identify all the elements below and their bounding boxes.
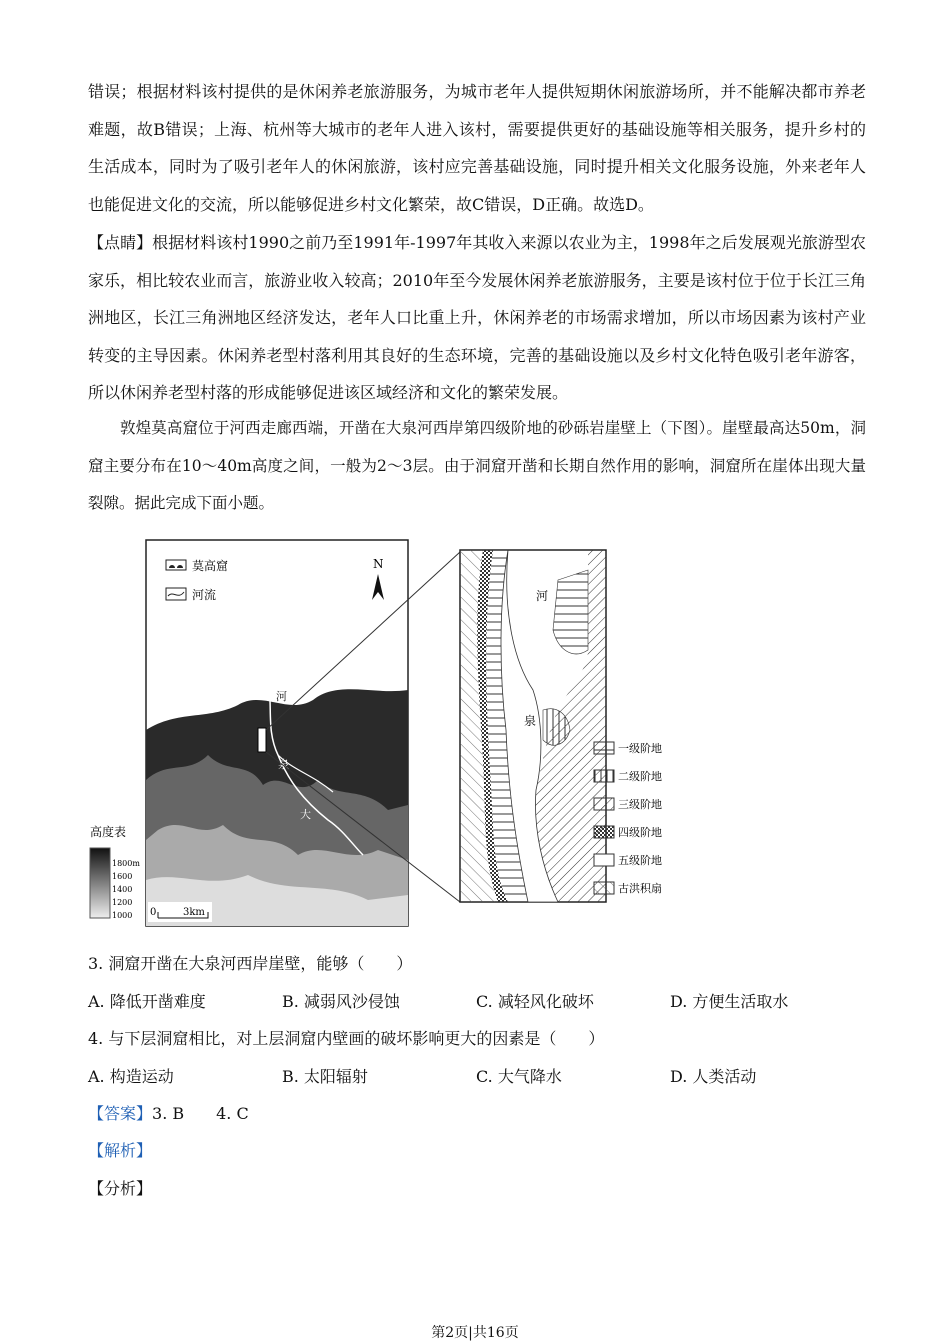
answer-text: 3. B 4. C <box>152 1104 249 1123</box>
q3-option-c: C. 减轻风化破坏 <box>476 992 594 1011</box>
height-tick: 1800m <box>112 859 140 868</box>
terrace-legend-item: 三级阶地 <box>618 798 662 811</box>
question-3: 3. 洞窟开凿在大泉河西岸崖壁，能够（ ） <box>88 954 413 973</box>
q4-option-b: B. 太阳辐射 <box>282 1067 368 1086</box>
river-char-da: 大 <box>300 808 311 821</box>
height-tick: 1000 <box>112 911 133 920</box>
page-footer: 第2页|共16页 <box>431 1325 519 1341</box>
q4-option-d: D. 人类活动 <box>670 1067 757 1086</box>
legend-mogao: 莫高窟 <box>192 559 229 573</box>
question-4: 4. 与下层洞窟相比，对上层洞窟内壁画的破坏影响更大的因素是（ ） <box>88 1029 605 1048</box>
height-title: 高度表 <box>90 825 127 839</box>
svg-text:N: N <box>373 557 384 571</box>
terrace-legend-item: 二级阶地 <box>618 770 662 783</box>
river-char-he: 河 <box>276 690 287 703</box>
terrace-legend-item: 五级阶地 <box>618 854 662 867</box>
answer-line <box>88 1101 249 1124</box>
scale-3km: 3km <box>183 907 205 918</box>
mogao-marker <box>258 728 266 752</box>
terrace-legend-item: 古洪积扇 <box>618 882 662 895</box>
fenxi-label: 【分析】 <box>88 1179 153 1198</box>
detail-char-he: 河 <box>536 589 549 603</box>
analysis-label: 【解析】 <box>88 1141 153 1160</box>
height-tick: 1600 <box>112 872 133 881</box>
answer-label: 【答案】 <box>88 1104 153 1123</box>
scale-zero: 0 <box>150 907 157 918</box>
detail-char-quan: 泉 <box>524 714 537 728</box>
terrace-legend-item: 四级阶地 <box>618 826 662 839</box>
paragraph-dianjing: 【点睛】根据材料该村1990之前乃至1991年-1997年其收入来源以农业为主，1998年之后发展观光旅游型农家乐，相比较农业而言，旅游业收入较高；2010年至今发展休闲养老旅游服务，主要是该村位于位于长江三角洲地区，长江三角洲地区经济发达，老年人口比重上升，休闲养老的市场需求增加，所以市场因素为该村产业转变的主导因素。休闲养老型村落利用其良好的生态环境，完善的基础设施以及乡村文化特色吸引老年游客，所以休闲养老型村落的形成能够促进该区域经济和文化的繁荣发展。 <box>88 233 866 402</box>
q3-option-b: B. 减弱风沙侵蚀 <box>282 992 400 1011</box>
legend-river: 河流 <box>192 588 217 602</box>
height-scale <box>90 848 110 918</box>
q4-option-c: C. 大气降水 <box>476 1067 562 1086</box>
paragraph-material: 敦煌莫高窟位于河西走廊西端，开凿在大泉河西岸第四级阶地的砂砾岩崖壁上（下图）。崖壁最高达50m，洞窟主要分布在10～40m高度之间，一般为2～3层。由于洞窟开凿和长期自然作用的影响，洞窟所在崖体出现大量裂隙。据此完成下面小题。 <box>88 419 866 512</box>
q4-option-a: A. 构造运动 <box>88 1067 174 1086</box>
terrace-legend-item: 一级阶地 <box>618 742 662 755</box>
river-char-quan: 泉 <box>278 758 289 771</box>
height-tick: 1200 <box>112 898 133 907</box>
q3-option-d: D. 方便生活取水 <box>670 992 789 1011</box>
height-tick: 1400 <box>112 885 133 894</box>
figure-map <box>88 530 728 940</box>
q3-option-a: A. 降低开凿难度 <box>88 992 206 1011</box>
paragraph-explanation: 错误；根据材料该村提供的是休闲养老旅游服务，为城市老年人提供短期休闲旅游场所，并不能解决都市养老难题，故B错误；上海、杭州等大城市的老年人进入该村，需要提供更好的基础设施等相关服务，提升乡村的生活成本，同时为了吸引老年人的休闲旅游，该村应完善基础设施，同时提升相关文化服务设施，外来老年人也能促进文化的交流，所以能够促进乡村文化繁荣，故C错误，D正确。故选D。 <box>88 82 866 214</box>
